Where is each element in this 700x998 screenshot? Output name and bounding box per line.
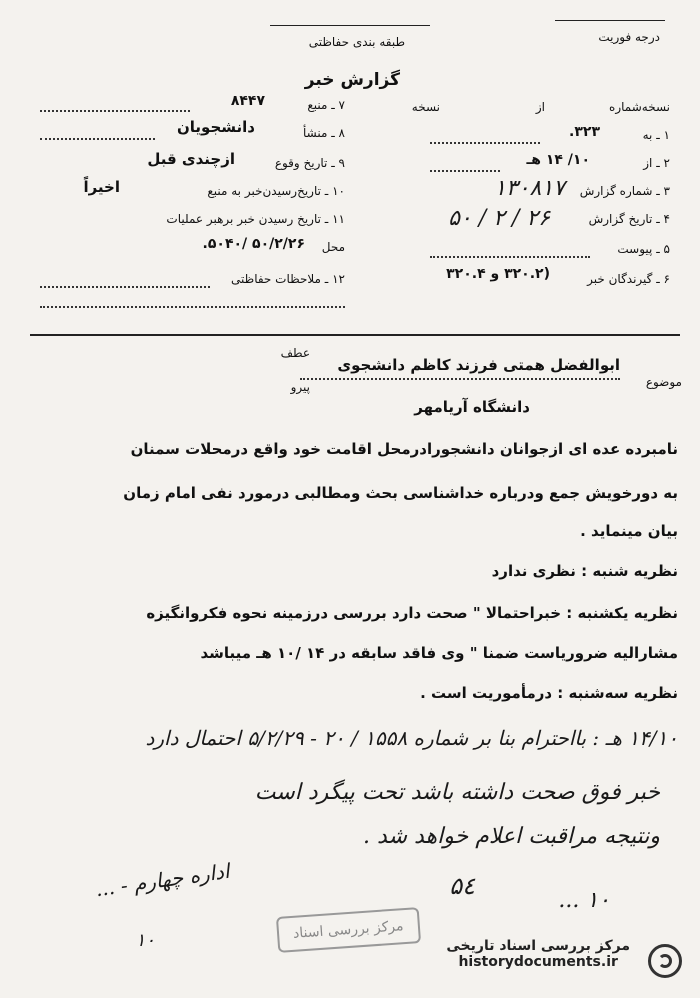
watermark-url: historydocuments.ir [458,954,618,970]
recipients-value: (۳۲۰.۲ و ۳۲۰.۴ [446,266,550,282]
report-date-label: ۴ ـ تاریخ گزارش [588,212,670,226]
origin-value: دانشجویان [176,118,255,136]
received-source-label: ۱۰ ـ تاریخ‌رسیدن‌خبر به منبع [207,184,345,198]
source-value: ۸۴۴۷ [230,93,265,109]
classification-label: طبقه بندی حفاظتی [308,35,405,49]
attachment-dots [430,256,590,258]
handwritten-line-3: ونتیجه مراقبت اعلام خواهد شد . [363,824,660,849]
copy-number-label: نسخه‌شماره [609,100,670,114]
opinion-saturday: نظریه شنبه : نظری ندارد [491,562,678,580]
received-ops-label: ۱۱ ـ تاریخ رسیدن خبر برهبر عملیات [166,212,345,226]
signature-note: اداره چهارم - ... [94,858,232,902]
from-label: ۲ ـ از [643,156,670,170]
place-label: محل [321,240,345,254]
opinion-sunday-line-2: مشارالیه ضروریاست ضمنا " وی فاقد سابقه در ۱۴ /۱۰ هـ میباشد [200,644,678,662]
notes-dots-2 [40,306,345,308]
subject-university: دانشگاه آریامهر [414,398,530,416]
of-label: از [535,100,545,114]
urgency-label: درجه فوریت [598,30,660,44]
handwritten-line-2: خبر فوق صحت داشته باشد تحت پیگرد است [254,780,660,805]
header-line-middle [270,25,430,26]
footer-number-b: ۱۰ ... [558,888,610,913]
report-number-value: ۱۳۰۸۱۷ [494,176,565,201]
report-title: گزارش خبر [304,70,400,90]
copy-label: نسخه [411,100,440,114]
subject-dots [300,378,620,380]
source-label: ۷ ـ منبع [307,98,345,112]
subject-ref-below: پیرو [290,380,310,394]
subject-value: ابوالفضل همتی فرزند کاظم دانشجوی [337,356,620,374]
origin-dots [40,138,155,140]
to-label: ۱ ـ به [642,128,670,142]
watermark-logo-icon [648,944,682,978]
footer-number-a: ۵٤ [449,872,475,900]
body-line-3: بیان مینماید . [580,522,678,540]
to-dots [430,142,540,144]
section-divider [30,334,680,336]
opinion-sunday-line-1: نظریه یکشنبه : خبراحتمالا " صحت دارد بررسی درزمینه نحوه فکروانگیزه [146,604,678,622]
from-value: ۱۰/ ۱۴ هـ [526,152,590,168]
report-date-value: ۲۶ / ۲ / ۵۰ [448,206,550,231]
body-line-2: به دورخویش جمع ودرباره خداشناسی بحث ومطالبی درمورد نفی امام زمان [123,484,678,502]
handwritten-line-1: ۱۴/۱۰ هـ : بااحترام بنا بر شماره ۱۵۵۸ / ۲۰ - ۵/۲/۲۹ احتمال دارد [145,726,678,750]
subject-ref-above: عطف [280,346,310,360]
recipients-label: ۶ ـ گیرندگان خبر [587,272,670,286]
event-date-label: ۹ ـ تاریخ وقوع [274,156,345,170]
watermark-block [446,938,630,970]
notes-label: ۱۲ ـ ملاحظات حفاظتی [231,272,345,286]
header-line-right [555,20,665,21]
event-date-value: ازچندی قبل [147,150,235,168]
received-source-value: اخیراً [83,178,120,196]
place-value: ۵۰/۲/۲۶ /۵۰۴۰. [202,236,305,252]
to-value: ۳۲۳. [569,124,600,140]
notes-dots [40,286,210,288]
origin-label: ۸ ـ منشأ [302,126,345,140]
from-dots [430,170,500,172]
stamp-text: مرکز بررسی اسناد [292,918,405,942]
footer-page-mark: ۱۰ [135,930,155,951]
opinion-tuesday: نظریه سه‌شنبه : درمأموریت است . [420,684,678,702]
source-dots [40,110,190,112]
body-line-1: نامبرده عده ای ازجوانان دانشجورادرمحل اقامت خود واقع درمحلات سمنان [130,440,678,458]
watermark-title: مرکز بررسی اسناد تاریخی [446,938,630,954]
faded-stamp [276,907,421,953]
attachment-label: ۵ ـ پیوست [617,242,670,256]
subject-label: موضوع [645,375,682,389]
report-number-label: ۳ ـ شماره گزارش [579,184,670,198]
